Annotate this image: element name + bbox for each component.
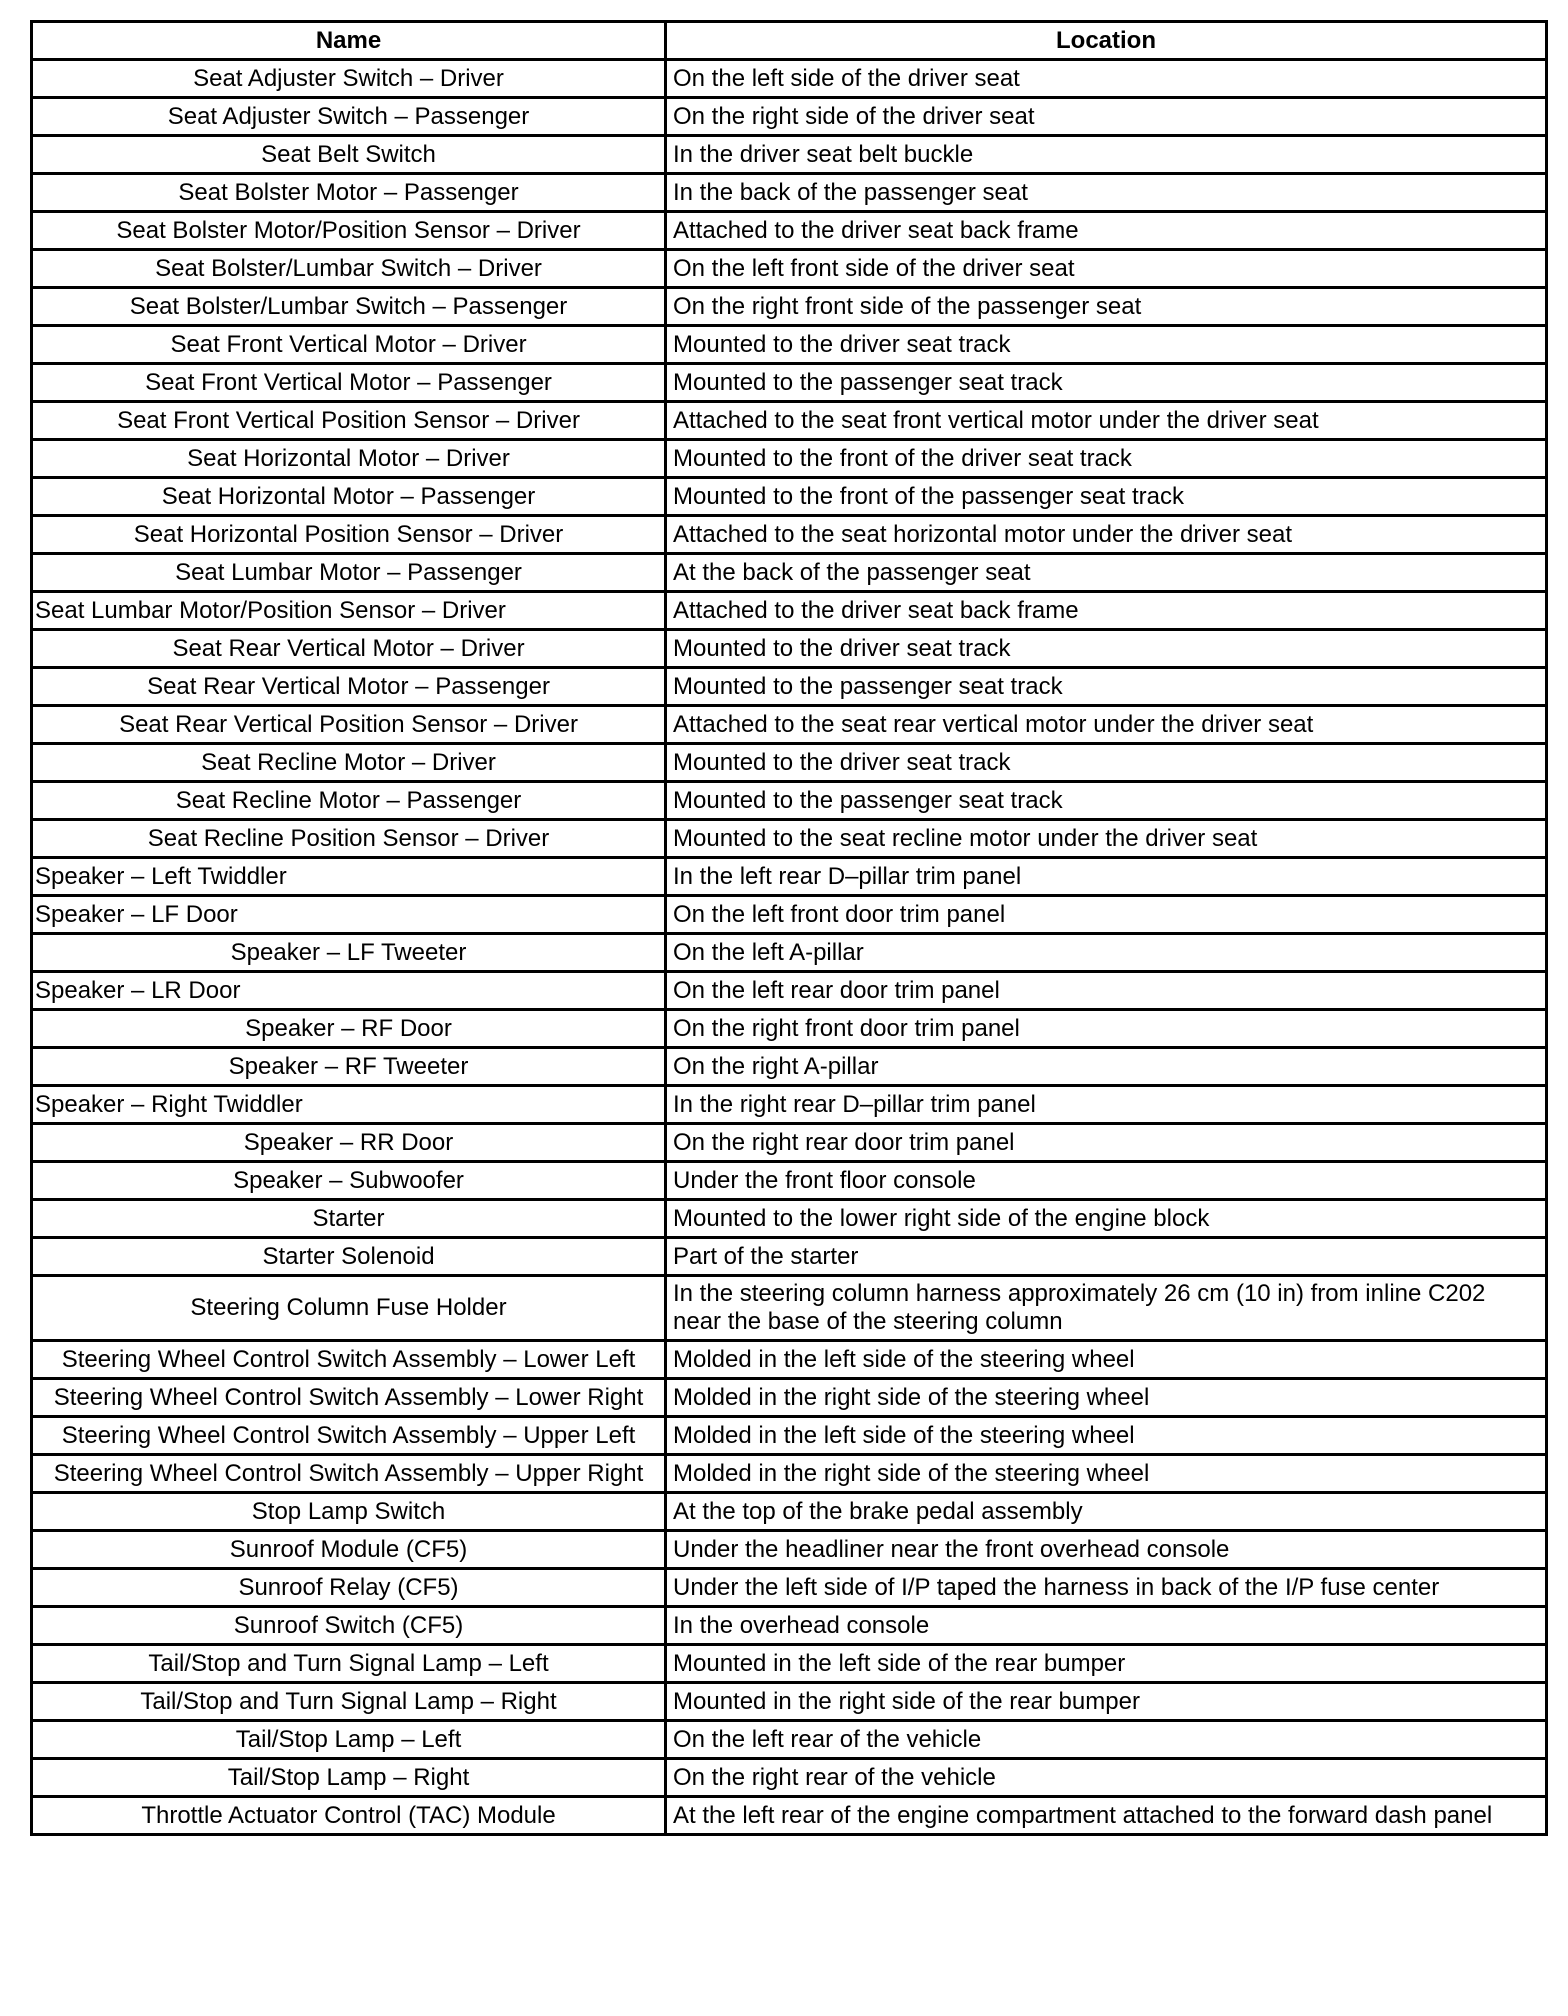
table-row <box>32 630 1547 668</box>
cell-name: Seat Rear Vertical Motor – Driver <box>32 630 666 668</box>
cell-location: Mounted to the passenger seat track <box>666 668 1547 706</box>
table-row <box>32 896 1547 934</box>
cell-location: Attached to the seat rear vertical motor under the driver seat <box>666 706 1547 744</box>
table-row <box>32 1200 1547 1238</box>
table-row <box>32 478 1547 516</box>
table-row <box>32 1086 1547 1124</box>
table-row <box>32 288 1547 326</box>
cell-location: On the left side of the driver seat <box>666 60 1547 98</box>
table-row <box>32 1455 1547 1493</box>
cell-name: Tail/Stop Lamp – Left <box>32 1721 666 1759</box>
cell-location: At the top of the brake pedal assembly <box>666 1493 1547 1531</box>
cell-location: Molded in the right side of the steering wheel <box>666 1455 1547 1493</box>
table-row <box>32 934 1547 972</box>
table-row <box>32 1797 1547 1835</box>
cell-name: Seat Rear Vertical Position Sensor – Driver <box>32 706 666 744</box>
cell-location: Mounted in the right side of the rear bumper <box>666 1683 1547 1721</box>
table-row <box>32 250 1547 288</box>
cell-location: Mounted to the driver seat track <box>666 744 1547 782</box>
table-row <box>32 1341 1547 1379</box>
cell-location: On the right side of the driver seat <box>666 98 1547 136</box>
component-location-table <box>30 20 1548 1836</box>
cell-name: Stop Lamp Switch <box>32 1493 666 1531</box>
cell-location: In the overhead console <box>666 1607 1547 1645</box>
cell-location: Under the headliner near the front overhead console <box>666 1531 1547 1569</box>
cell-location: On the right front side of the passenger seat <box>666 288 1547 326</box>
cell-location: On the left A-pillar <box>666 934 1547 972</box>
table-row <box>32 706 1547 744</box>
cell-location: Attached to the driver seat back frame <box>666 592 1547 630</box>
cell-name: Speaker – Right Twiddler <box>32 1086 666 1124</box>
cell-name: Throttle Actuator Control (TAC) Module <box>32 1797 666 1835</box>
table-body <box>32 60 1547 1835</box>
cell-name: Seat Front Vertical Position Sensor – Driver <box>32 402 666 440</box>
cell-location: Mounted to the driver seat track <box>666 630 1547 668</box>
table-row <box>32 1162 1547 1200</box>
cell-name: Steering Column Fuse Holder <box>32 1276 666 1341</box>
cell-name: Speaker – RF Door <box>32 1010 666 1048</box>
cell-location: Attached to the seat horizontal motor under the driver seat <box>666 516 1547 554</box>
cell-location: Attached to the driver seat back frame <box>666 212 1547 250</box>
table-row <box>32 212 1547 250</box>
table-row <box>32 1048 1547 1086</box>
cell-location: Part of the starter <box>666 1238 1547 1276</box>
table-row <box>32 364 1547 402</box>
cell-location: On the right rear door trim panel <box>666 1124 1547 1162</box>
cell-name: Seat Lumbar Motor/Position Sensor – Driver <box>32 592 666 630</box>
table-row <box>32 1683 1547 1721</box>
table-row <box>32 820 1547 858</box>
cell-name: Seat Bolster Motor/Position Sensor – Driver <box>32 212 666 250</box>
table-row <box>32 1607 1547 1645</box>
cell-name: Sunroof Switch (CF5) <box>32 1607 666 1645</box>
table-row <box>32 1124 1547 1162</box>
cell-name: Seat Bolster/Lumbar Switch – Driver <box>32 250 666 288</box>
table-row <box>32 174 1547 212</box>
cell-location: Mounted to the seat recline motor under the driver seat <box>666 820 1547 858</box>
cell-name: Seat Front Vertical Motor – Driver <box>32 326 666 364</box>
cell-name: Seat Front Vertical Motor – Passenger <box>32 364 666 402</box>
cell-name: Tail/Stop Lamp – Right <box>32 1759 666 1797</box>
cell-location: In the back of the passenger seat <box>666 174 1547 212</box>
cell-location: Mounted to the front of the passenger seat track <box>666 478 1547 516</box>
cell-name: Speaker – RF Tweeter <box>32 1048 666 1086</box>
table-row <box>32 554 1547 592</box>
cell-location: At the left rear of the engine compartment attached to the forward dash panel <box>666 1797 1547 1835</box>
table-row <box>32 1010 1547 1048</box>
table-row <box>32 1645 1547 1683</box>
table-row <box>32 972 1547 1010</box>
cell-name: Seat Bolster/Lumbar Switch – Passenger <box>32 288 666 326</box>
cell-location: On the left rear door trim panel <box>666 972 1547 1010</box>
cell-name: Seat Belt Switch <box>32 136 666 174</box>
cell-location: In the right rear D–pillar trim panel <box>666 1086 1547 1124</box>
cell-location: Mounted to the lower right side of the engine block <box>666 1200 1547 1238</box>
cell-name: Tail/Stop and Turn Signal Lamp – Right <box>32 1683 666 1721</box>
cell-location: On the right A-pillar <box>666 1048 1547 1086</box>
cell-location: In the steering column harness approximately 26 cm (10 in) from inline C202 near the base of the steering column <box>666 1276 1547 1341</box>
cell-name: Speaker – Subwoofer <box>32 1162 666 1200</box>
table-row <box>32 402 1547 440</box>
cell-name: Steering Wheel Control Switch Assembly – Lower Right <box>32 1379 666 1417</box>
table-row <box>32 592 1547 630</box>
cell-name: Steering Wheel Control Switch Assembly – Upper Right <box>32 1455 666 1493</box>
cell-location: Under the front floor console <box>666 1162 1547 1200</box>
cell-name: Speaker – LF Tweeter <box>32 934 666 972</box>
cell-location: Mounted in the left side of the rear bumper <box>666 1645 1547 1683</box>
cell-name: Starter <box>32 1200 666 1238</box>
cell-name: Speaker – RR Door <box>32 1124 666 1162</box>
cell-name: Speaker – LF Door <box>32 896 666 934</box>
cell-name: Steering Wheel Control Switch Assembly – Lower Left <box>32 1341 666 1379</box>
table-row <box>32 1493 1547 1531</box>
cell-name: Seat Rear Vertical Motor – Passenger <box>32 668 666 706</box>
table-row <box>32 1238 1547 1276</box>
cell-location: At the back of the passenger seat <box>666 554 1547 592</box>
table-row <box>32 326 1547 364</box>
cell-name: Seat Recline Position Sensor – Driver <box>32 820 666 858</box>
cell-location: On the left front door trim panel <box>666 896 1547 934</box>
table-row <box>32 858 1547 896</box>
header-name: Name <box>32 22 666 60</box>
cell-location: On the right rear of the vehicle <box>666 1759 1547 1797</box>
cell-location: Mounted to the front of the driver seat track <box>666 440 1547 478</box>
cell-name: Seat Horizontal Position Sensor – Driver <box>32 516 666 554</box>
table-row <box>32 668 1547 706</box>
table-row <box>32 744 1547 782</box>
cell-name: Starter Solenoid <box>32 1238 666 1276</box>
table-row <box>32 98 1547 136</box>
table-row <box>32 1531 1547 1569</box>
header-location: Location <box>666 22 1547 60</box>
cell-name: Seat Bolster Motor – Passenger <box>32 174 666 212</box>
cell-location: On the left front side of the driver seat <box>666 250 1547 288</box>
header-row <box>32 22 1547 60</box>
cell-name: Seat Recline Motor – Passenger <box>32 782 666 820</box>
cell-location: Mounted to the driver seat track <box>666 326 1547 364</box>
cell-location: On the left rear of the vehicle <box>666 1721 1547 1759</box>
cell-location: Molded in the right side of the steering wheel <box>666 1379 1547 1417</box>
table-row <box>32 1759 1547 1797</box>
cell-name: Seat Recline Motor – Driver <box>32 744 666 782</box>
table-row <box>32 516 1547 554</box>
cell-name: Seat Adjuster Switch – Passenger <box>32 98 666 136</box>
cell-name: Seat Horizontal Motor – Driver <box>32 440 666 478</box>
table-row <box>32 1276 1547 1341</box>
cell-location: In the driver seat belt buckle <box>666 136 1547 174</box>
table-row <box>32 60 1547 98</box>
cell-location: Mounted to the passenger seat track <box>666 364 1547 402</box>
cell-name: Seat Horizontal Motor – Passenger <box>32 478 666 516</box>
table-row <box>32 136 1547 174</box>
cell-location: Mounted to the passenger seat track <box>666 782 1547 820</box>
cell-name: Speaker – Left Twiddler <box>32 858 666 896</box>
cell-location: On the right front door trim panel <box>666 1010 1547 1048</box>
table-row <box>32 1417 1547 1455</box>
cell-name: Seat Lumbar Motor – Passenger <box>32 554 666 592</box>
table-row <box>32 440 1547 478</box>
cell-name: Steering Wheel Control Switch Assembly – Upper Left <box>32 1417 666 1455</box>
table-row <box>32 1721 1547 1759</box>
cell-name: Tail/Stop and Turn Signal Lamp – Left <box>32 1645 666 1683</box>
table-row <box>32 1379 1547 1417</box>
cell-location: Under the left side of I/P taped the harness in back of the I/P fuse center <box>666 1569 1547 1607</box>
cell-location: Molded in the left side of the steering wheel <box>666 1417 1547 1455</box>
cell-name: Sunroof Relay (CF5) <box>32 1569 666 1607</box>
cell-name: Speaker – LR Door <box>32 972 666 1010</box>
cell-name: Seat Adjuster Switch – Driver <box>32 60 666 98</box>
cell-location: Molded in the left side of the steering wheel <box>666 1341 1547 1379</box>
cell-location: In the left rear D–pillar trim panel <box>666 858 1547 896</box>
table-row <box>32 1569 1547 1607</box>
component-location-sheet <box>30 20 1545 1836</box>
table-row <box>32 782 1547 820</box>
cell-location: Attached to the seat front vertical motor under the driver seat <box>666 402 1547 440</box>
cell-name: Sunroof Module (CF5) <box>32 1531 666 1569</box>
